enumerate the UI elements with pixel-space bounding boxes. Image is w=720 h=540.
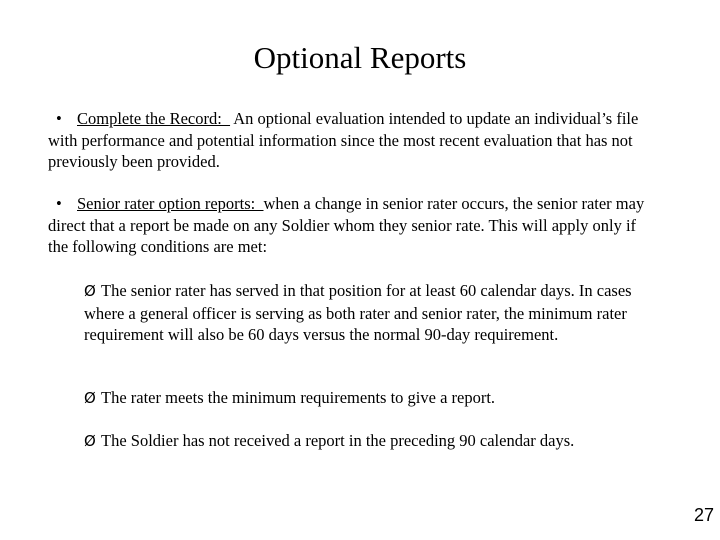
condition-item [84, 280, 654, 346]
condition-item [84, 430, 654, 453]
arrow-bullet-icon: Ø [84, 282, 96, 300]
bullet-marker: • [56, 194, 62, 213]
bullet-senior-rater-option [48, 193, 648, 258]
bullet-complete-the-record [48, 108, 648, 173]
arrow-bullet-icon: Ø [84, 432, 96, 450]
condition-text: The senior rater has served in that position for at least 60 calendar days. In cases where a general officer is serving as both rater and senior rater, the minimum rater requirement will also be 60 days versus the normal 90-day requirement. [84, 281, 632, 344]
slide-title: Optional Reports [253, 40, 467, 75]
bullet-body-text: An optional evaluation intended to update an individual’s file with performance and potential information since the most recent evaluation that has not previously been provided. [48, 109, 639, 171]
arrow-bullet-icon: Ø [84, 389, 96, 407]
page-number: 27 [693, 505, 714, 525]
condition-text: The Soldier has not received a report in the preceding 90 calendar days. [101, 431, 575, 450]
condition-text: The rater meets the minimum requirements to give a report. [101, 388, 496, 407]
bullet-lead-label: Complete the Record: [77, 109, 231, 128]
bullet-marker: • [56, 109, 62, 128]
condition-item [84, 387, 654, 410]
bullet-lead-label: Senior rater option reports: [77, 194, 264, 213]
bullet-body-text: when a change in senior rater occurs, the senior rater may direct that a report be made on any Soldier whom they senior rate. This will apply only if the following conditions are met: [48, 194, 645, 256]
